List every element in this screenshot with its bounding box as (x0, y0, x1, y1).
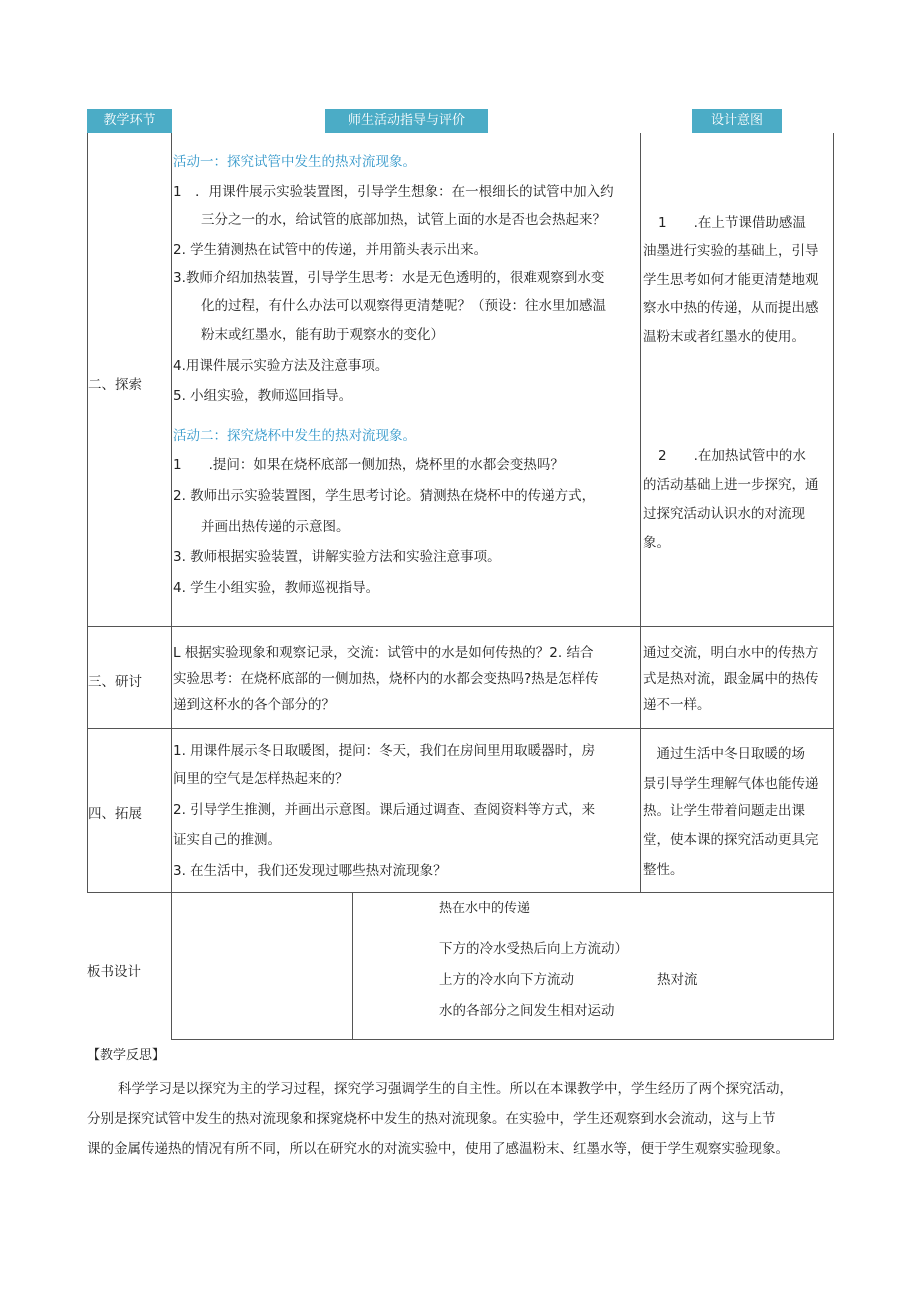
extend-line: 间里的空气是怎样热起来的？ (173, 771, 349, 787)
board-line-label: 热对流 (657, 972, 698, 988)
discuss-intent: 式是热对流，跟金属中的热传 (643, 671, 819, 687)
explore-intent-1: 察水中热的传递，从而提出感 (643, 300, 819, 316)
activity1-step: 粉末或红墨水，能有助于观察水的变化） (201, 327, 444, 343)
activity1-step: 三分之一的水，给试管的底部加热，试管上面的水是否也会热起来？ (201, 212, 606, 228)
activity2-step: 2. 教师出示实验装置图，学生思考讨论。猜测热在烧杯中的传递方式， (173, 488, 596, 504)
activity1-step: 2. 学生猜测热在试管中的传递，并用箭头表示出来。 (173, 242, 488, 258)
activity2-title: 活动二：探究烧杯中发生的热对流现象。 (173, 428, 416, 444)
activity1-step: 化的过程，有什么办法可以观察得更清楚呢？（预设：往水里加感温 (201, 298, 606, 314)
activity1-step: 3.教师介绍加热装置，引导学生思考：水是无色透明的，很难观察到水变 (173, 270, 605, 286)
section-label-discuss: 三、研讨 (88, 674, 142, 690)
explore-intent-1: 1 .在上节课借助感温 (658, 215, 806, 231)
explore-intent-1: 学生思考如何才能更清楚地观 (643, 272, 819, 288)
discuss-line: L 根据实验现象和观察记录，交流：试管中的水是如何传热的？2. 结合 (173, 645, 594, 661)
extend-intent: 景引导学生理解气体也能传递 (643, 776, 819, 792)
board-line: 下方的冷水受热后向上方流动） (439, 941, 628, 957)
extend-intent: 热。让学生带着问题走出课 (643, 803, 805, 819)
section-label-board: 板书设计 (87, 964, 141, 980)
board-line: 上方的冷水向下方流动 (439, 972, 574, 988)
activity1-step: 1 ．用课件展示实验装置图，引导学生想象：在一根细长的试管中加入约 (173, 184, 614, 200)
extend-line: 证实自己的推测。 (173, 832, 281, 848)
extend-intent: 整性。 (643, 862, 684, 878)
reflection-paragraph: 课的金属传递热的情况有所不同，所以在研究水的对流实验中，使用了感温粉末、红墨水等，便于学生观察实验现象。 (87, 1141, 789, 1157)
activity2-step: 4. 学生小组实验，教师巡视指导。 (173, 580, 380, 596)
extend-line: 2. 引导学生推测，并画出示意图。课后通过调查、查阅资料等方式，来 (173, 802, 596, 818)
explore-intent-2: 过探究活动认识水的对流现 (643, 506, 805, 522)
extend-line: 1. 用课件展示冬日取暖图，提问：冬天，我们在房间里用取暖器时，房 (173, 743, 596, 759)
activity1-step: 5. 小组实验，教师巡回指导。 (173, 388, 353, 404)
activity1-title: 活动一：探究试管中发生的热对流现象。 (173, 154, 416, 170)
explore-intent-2: 2 .在加热试管中的水 (658, 448, 806, 464)
activity2-step: 3. 教师根据实验装置，讲解实验方法和实验注意事项。 (173, 549, 501, 565)
extend-intent: 堂，使本课的探究活动更具完 (643, 832, 819, 848)
header-teaching-stage: 教学环节 (87, 109, 172, 133)
discuss-intent: 递不一样。 (643, 697, 711, 713)
reflection-title: 【教学反思】 (87, 1048, 166, 1063)
board-line: 水的各部分之间发生相对运动 (439, 1003, 615, 1019)
reflection-paragraph: 科学学习是以探究为主的学习过程，探究学习强调学生的自主性。所以在本课教学中，学生经历了两个探究活动， (118, 1081, 793, 1097)
explore-intent-1: 温粉末或者红墨水的使用。 (643, 329, 805, 345)
explore-intent-2: 的活动基础上进一步探究，通 (643, 477, 819, 493)
explore-intent-2: 象。 (643, 535, 670, 551)
section-label-extend: 四、拓展 (88, 806, 142, 822)
reflection-paragraph: 分别是探究试管中发生的热对流现象和探窕烧杯中发生的热对流现象。在实验中，学生还观察到水会流动，这与上节 (87, 1111, 776, 1127)
activity2-step: 并画出热传递的示意图。 (201, 519, 350, 535)
activity2-step: 1 .提问：如果在烧杯底部一侧加热，烧杯里的水都会变热吗？ (173, 457, 564, 473)
section-label-explore: 二、探索 (88, 377, 142, 393)
extend-line: 3. 在生活中，我们还发现过哪些热对流现象？ (173, 863, 447, 879)
extend-intent: 通过生活中冬日取暖的场 (643, 746, 805, 762)
discuss-intent: 通过交流，明白水中的传热方 (643, 645, 819, 661)
header-activity-guidance: 师生活动指导与评价 (325, 109, 488, 133)
discuss-line: 递到这杯水的各个部分的？ (173, 697, 335, 713)
header-design-intent: 设计意图 (692, 109, 782, 133)
discuss-line: 实验思考：在烧杯底部的一侧加热，烧杯内的水都会变热吗?热是怎样传 (173, 671, 599, 687)
board-title: 热在水中的传递 (439, 901, 531, 916)
activity1-step: 4.用课件展示实验方法及注意事项。 (173, 358, 389, 374)
explore-intent-1: 油墨进行实验的基础上，引导 (643, 243, 819, 259)
